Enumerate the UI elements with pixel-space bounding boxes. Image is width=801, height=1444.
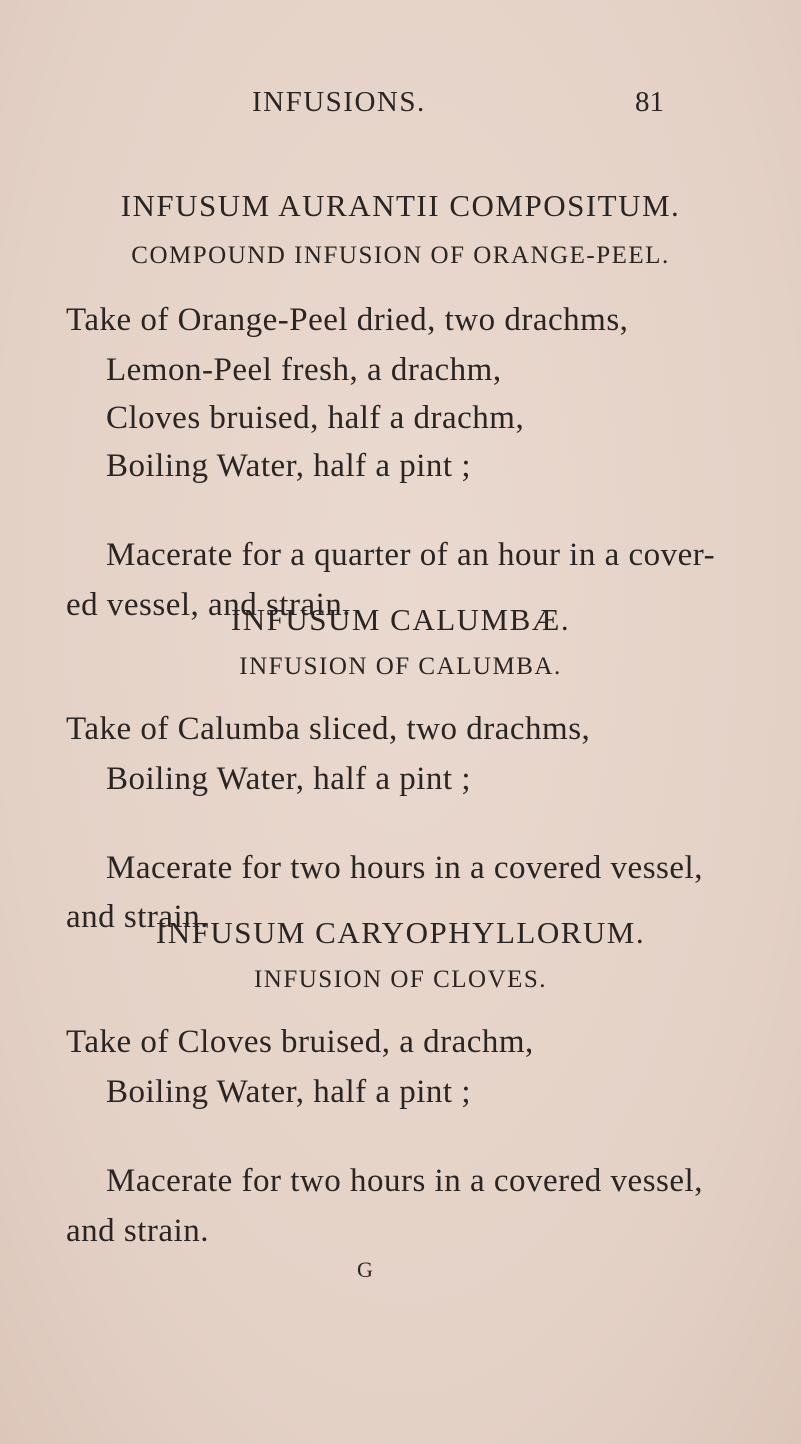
recipe-latin-title: INFUSUM CALUMBÆ. [230,602,571,637]
direction-line: Macerate for two hours in a covered vessel, [106,850,703,886]
recipe-english-title: INFUSION OF CALUMBA. [239,653,562,680]
ingredient-line: Boiling Water, half a pint ; [106,1074,472,1110]
recipe-latin-title: INFUSUM AURANTII COMPOSITUM. [120,188,681,223]
signature-mark: G [357,1257,373,1282]
direction-line: and strain. [66,899,209,935]
direction-line: Macerate for a quarter of an hour in a cover- [106,537,716,573]
ingredient-line: Take of Cloves bruised, a drachm, [66,1024,534,1060]
recipe-english-title: COMPOUND INFUSION OF ORANGE-PEEL. [131,242,670,269]
recipe-english-title: INFUSION OF CLOVES. [253,966,548,993]
ingredient-line: Take of Orange-Peel dried, two drachms, [66,302,629,338]
direction-line: ed vessel, and strain. [66,587,352,623]
ingredient-line: Cloves bruised, half a drachm, [106,400,525,436]
direction-line: Macerate for two hours in a covered vessel, [106,1163,703,1199]
running-head-title: INFUSIONS. [252,86,426,118]
ingredient-line: Boiling Water, half a pint ; [106,761,472,797]
ingredient-line: Boiling Water, half a pint ; [106,448,472,484]
direction-line: and strain. [66,1213,209,1249]
running-head [0,86,801,126]
ingredient-line: Take of Calumba sliced, two drachms, [66,711,591,747]
recipe-latin-title: INFUSUM CARYOPHYLLORUM. [155,915,646,950]
ingredient-line: Lemon-Peel fresh, a drachm, [106,352,502,388]
page-number: 81 [635,86,664,118]
